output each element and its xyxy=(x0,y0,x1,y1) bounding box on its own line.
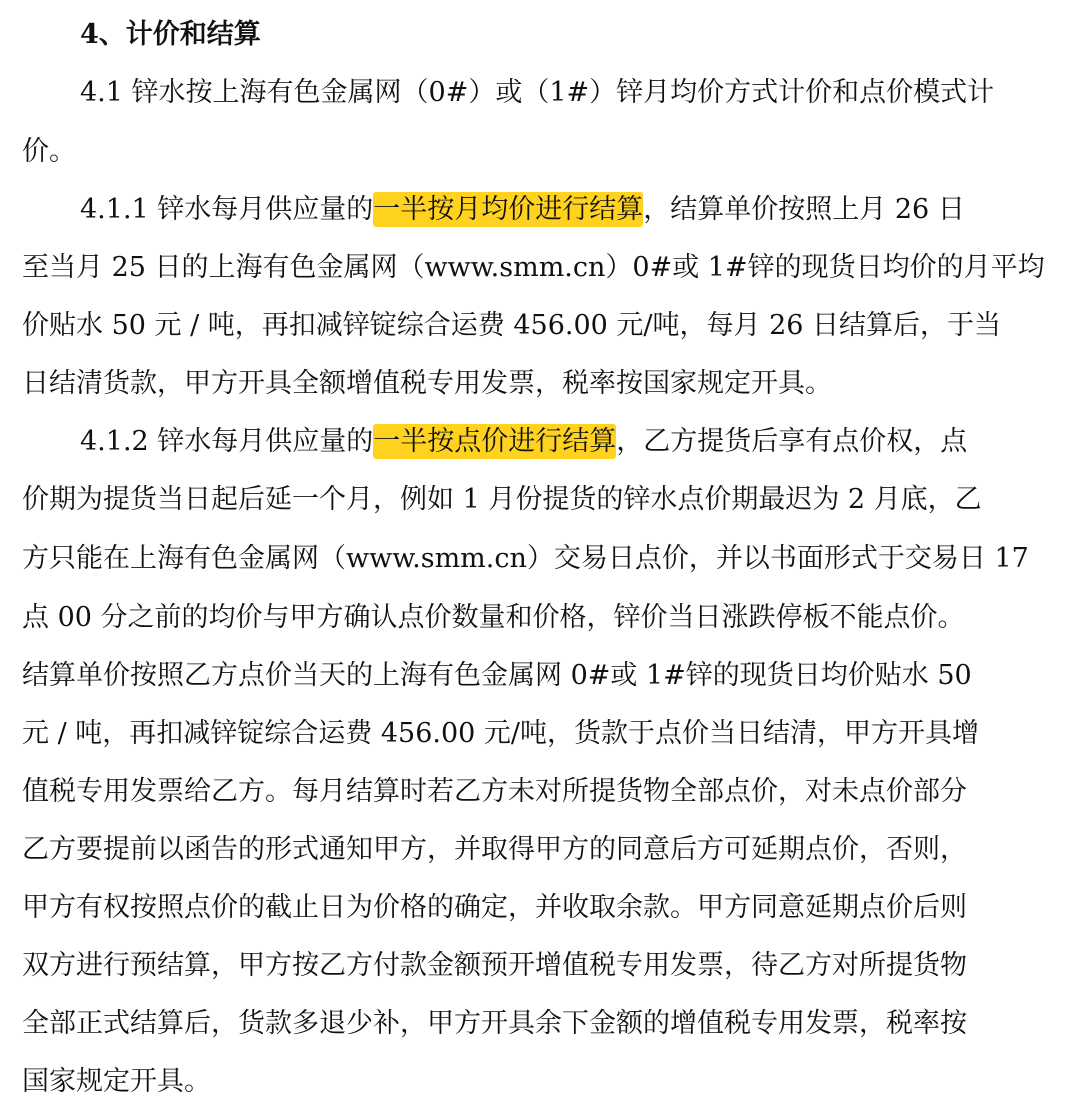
section-heading xyxy=(80,6,1062,64)
clause-4-1-2-text: 值税专用发票给乙方。每月结算时若乙方未对所提货物全部点价，对未点价部分 xyxy=(22,776,967,807)
highlight-monthly-average: 一半按月均价进行结算 xyxy=(373,194,644,225)
clause-4-1-2-line-7 xyxy=(22,763,1062,821)
clause-4-1-2-text: 结算单价按照乙方点价当天的上海有色金属网 0#或 1#锌的现货日均价贴水 50 xyxy=(22,660,972,691)
clause-4-1-2-line-9 xyxy=(22,879,1062,937)
clause-4-1-1-text: 价贴水 50 元 / 吨，再扣减锌锭综合运费 456.00 元/吨，每月 26 日结算后，于当 xyxy=(22,310,1002,341)
clause-4-1-2-line-2 xyxy=(22,471,1062,529)
clause-4-1-2-text: 价期为提货当日起后延一个月，例如 1 月份提货的锌水点价期最迟为 2 月底，乙 xyxy=(22,484,982,515)
clause-4-1-1-line-4 xyxy=(22,355,1062,413)
clause-4-1-1-text: ，结算单价按照上月 26 日 xyxy=(643,194,965,225)
clause-4-1-2-text: 全部正式结算后，货款多退少补，甲方开具余下金额的增值税专用发票，税率按 xyxy=(22,1008,967,1039)
clause-4-1-2-line-8 xyxy=(22,821,1062,879)
clause-4-1-2-text: 双方进行预结算，甲方按乙方付款金额预开增值税专用发票，待乙方对所提货物 xyxy=(22,950,967,981)
clause-4-1-2-text: 乙方要提前以函告的形式通知甲方，并取得甲方的同意后方可延期点价，否则， xyxy=(22,834,967,865)
clause-4-1-2-text: 甲方有权按照点价的截止日为价格的确定，并收取余款。甲方同意延期点价后则 xyxy=(22,892,967,923)
clause-4-1-2-text: ，乙方提货后享有点价权，点 xyxy=(616,426,968,457)
clause-4-1-1-line-1 xyxy=(80,181,1062,239)
clause-4-1-2-line-11 xyxy=(22,995,1062,1053)
clause-4-1-2-line-10 xyxy=(22,937,1062,995)
clause-4-1-2-line-3 xyxy=(22,530,1062,588)
clause-4-1-2-text: 4.1.2 锌水每月供应量的 xyxy=(80,426,374,457)
clause-4-1-2-text: 元 / 吨，再扣减锌锭综合运费 456.00 元/吨，货款于点价当日结清，甲方开具增 xyxy=(22,718,979,749)
clause-4-1-line-1 xyxy=(80,64,1062,122)
clause-4-1-line-2 xyxy=(22,123,1062,181)
clause-4-1-1-text: 至当月 25 日的上海有色金属网（www.smm.cn）0#或 1#锌的现货日均价的月平均 xyxy=(22,252,1045,283)
clause-4-1-2-line-4 xyxy=(22,589,1062,647)
clause-4-1-2-line-5 xyxy=(22,647,1062,705)
clause-4-1-1-text: 日结清货款，甲方开具全额增值税专用发票，税率按国家规定开具。 xyxy=(22,368,832,399)
clause-4-1-text: 价。 xyxy=(22,136,76,167)
clause-4-1-2-line-6 xyxy=(22,705,1062,763)
clause-4-1-2-text: 点 00 分之前的均价与甲方确认点价数量和价格，锌价当日涨跌停板不能点价。 xyxy=(22,602,965,633)
clause-4-1-1-line-3 xyxy=(22,297,1062,355)
section-heading-text: 4、计价和结算 xyxy=(80,19,261,50)
clause-4-1-1-text: 4.1.1 锌水每月供应量的 xyxy=(80,194,374,225)
highlight-point-pricing: 一半按点价进行结算 xyxy=(373,426,617,457)
clause-4-1-2-line-12 xyxy=(22,1053,1062,1111)
clause-4-1-2-text: 国家规定开具。 xyxy=(22,1066,211,1097)
clause-4-1-2-text: 方只能在上海有色金属网（www.smm.cn）交易日点价，并以书面形式于交易日 17 xyxy=(22,543,1029,574)
clause-4-1-2-line-1 xyxy=(80,413,1062,471)
clause-4-1-1-line-2 xyxy=(22,239,1062,297)
clause-4-1-text: 4.1 锌水按上海有色金属网（0#）或（1#）锌月均价方式计价和点价模式计 xyxy=(80,77,995,108)
